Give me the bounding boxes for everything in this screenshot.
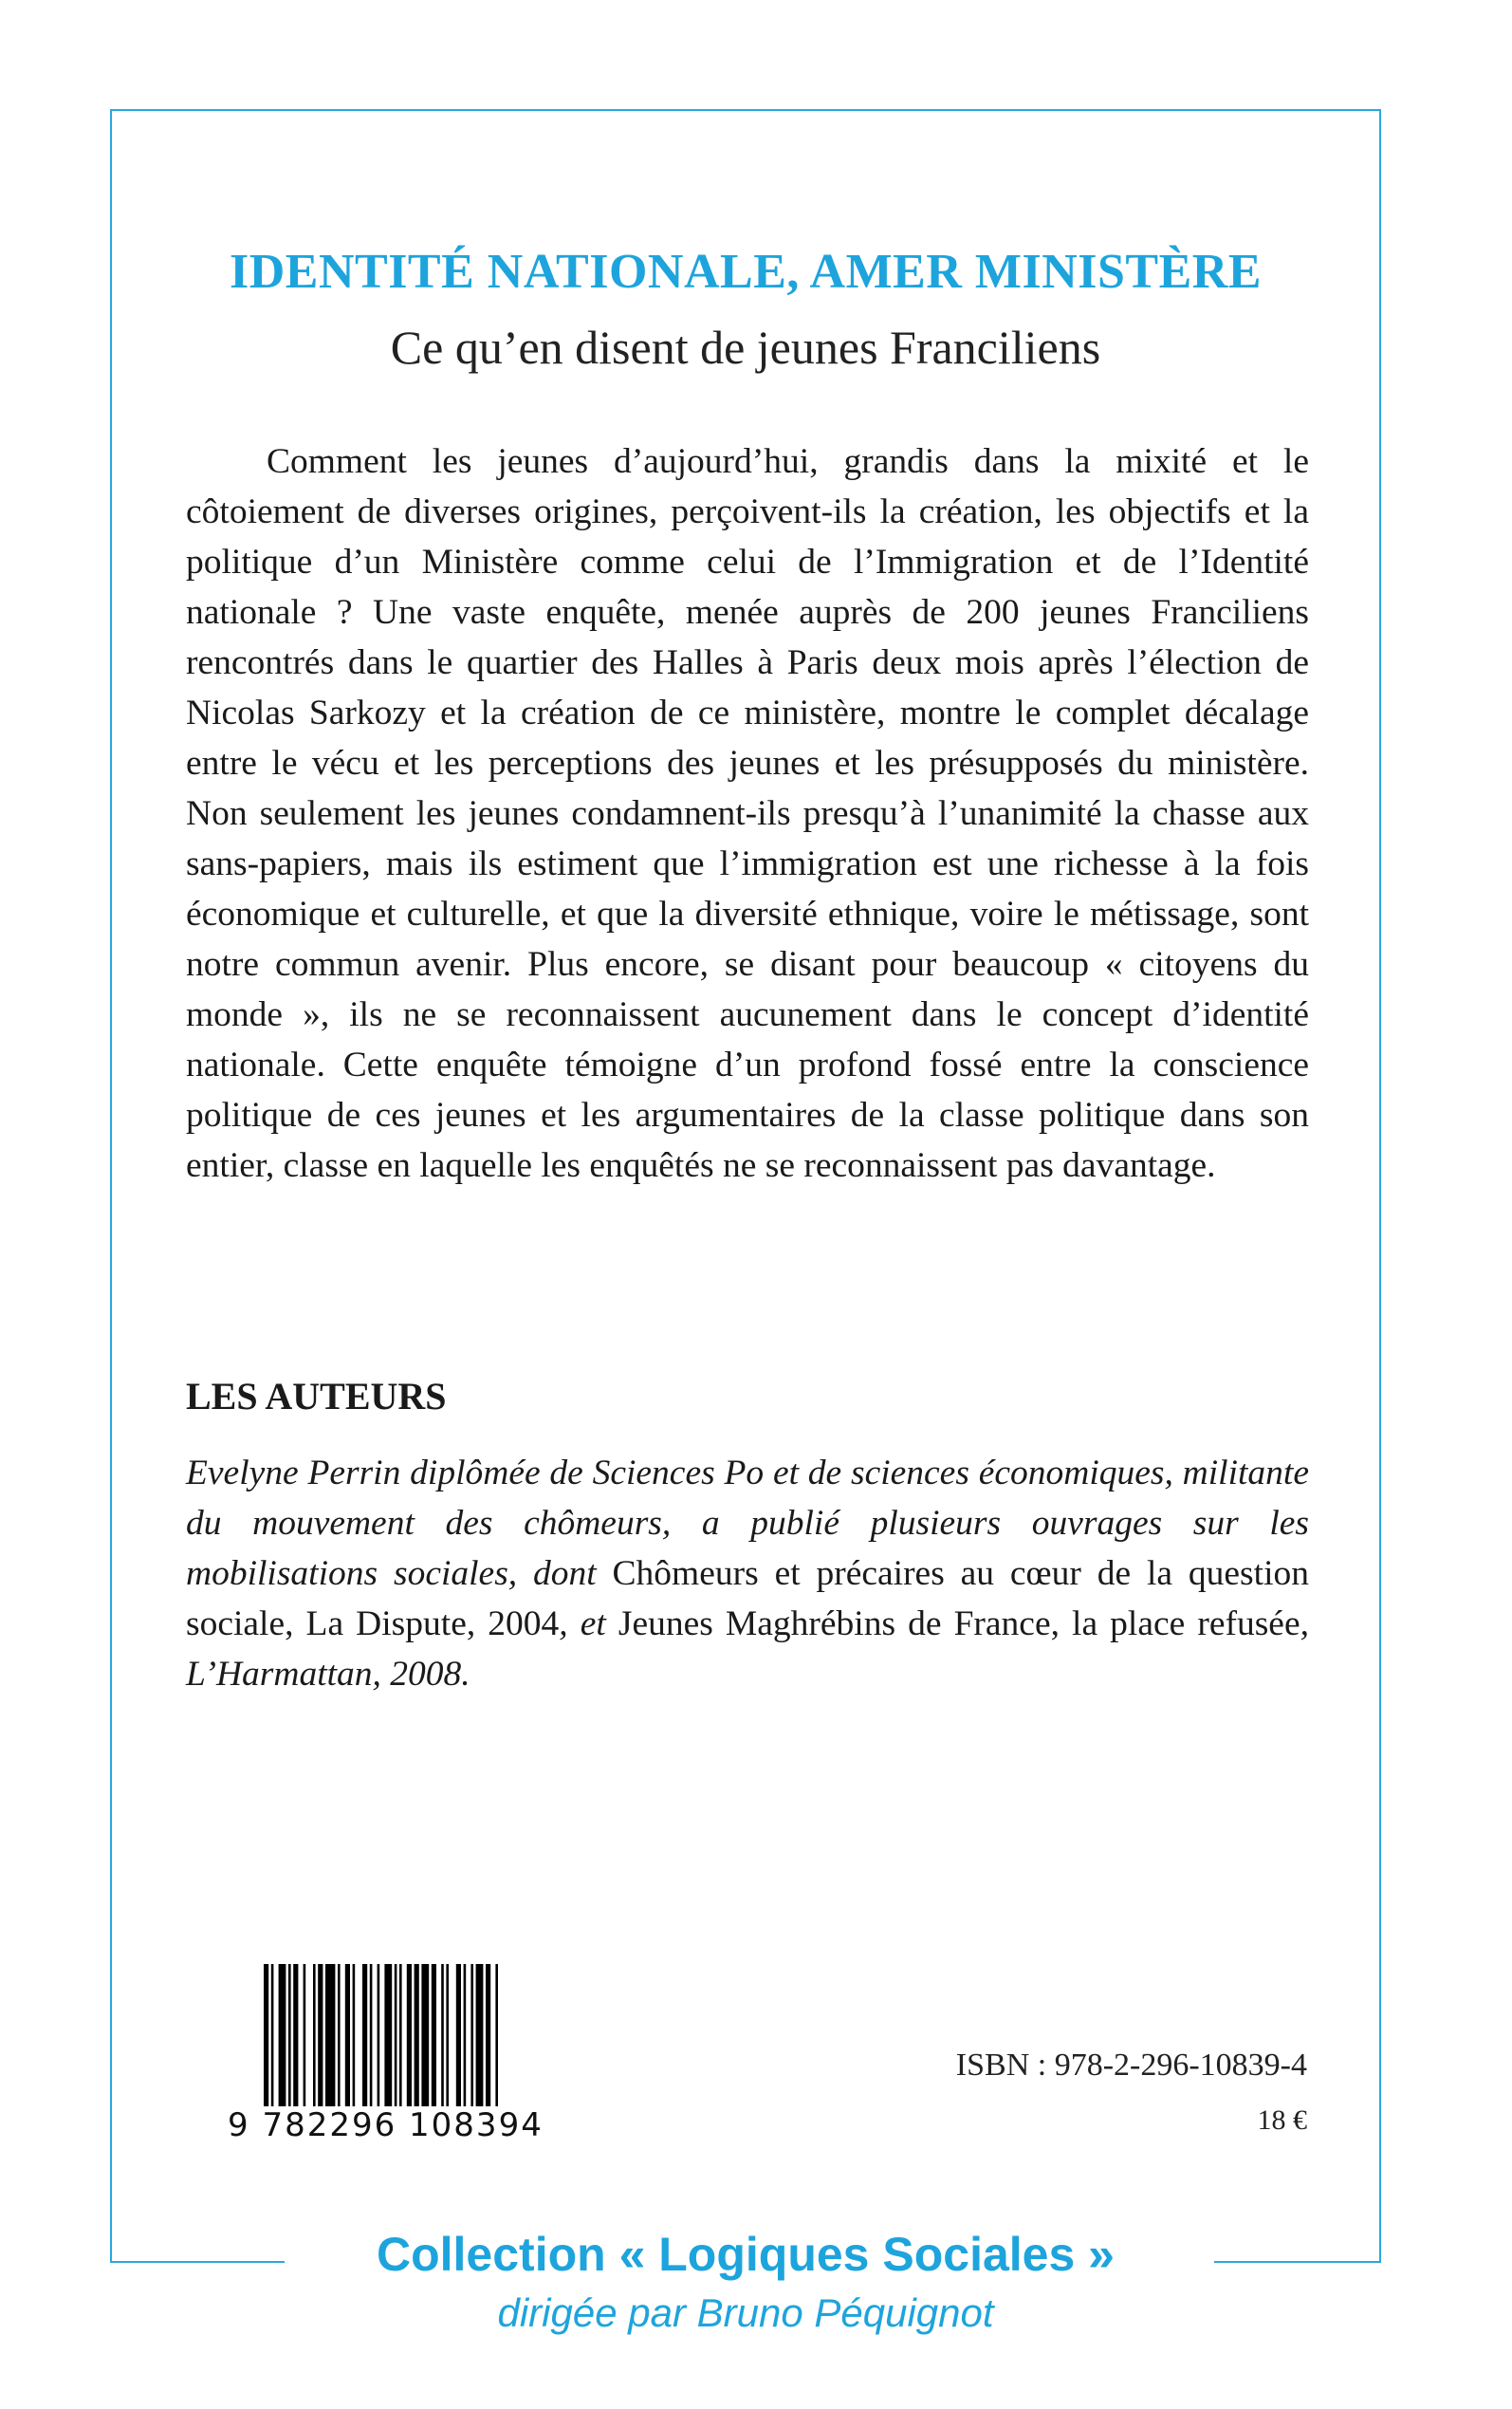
authors-book-2: Jeunes Maghrébins de France, la place refusée — [618, 1604, 1300, 1643]
barcode-digits: 9 782296 108394 — [228, 2106, 544, 2144]
barcode-bar — [370, 1964, 373, 2106]
barcode-bar — [279, 1964, 286, 2106]
authors-heading: LES AUTEURS — [186, 1375, 447, 1418]
isbn: ISBN : 978-2-296-10839-4 — [955, 2048, 1307, 2083]
barcode-bar — [345, 1964, 350, 2106]
authors-publisher: , L’Harmattan, 2008. — [186, 1604, 1309, 1694]
book-title: IDENTITÉ NATIONALE, AMER MINISTÈRE — [229, 245, 1263, 299]
barcode-bar — [432, 1964, 436, 2106]
barcode-bar — [384, 1964, 392, 2106]
authors-text — [186, 1448, 1309, 1699]
summary-paragraph: Comment les jeunes d’aujourd’hui, grandis dans la mixité et le côtoiement de diverses origines, perçoivent-ils la création, les objectifs et la politique d’un Ministère comme celui de l’Immigration et de l’Identité nationale ? Une vaste enquête, menée auprès de 200 jeunes Franciliens rencontrés dans le quartier des Halles à Paris deux mois après l’élection de Nicolas Sarkozy et la création de ce ministère, montre le complet décalage entre le vécu et les perceptions des jeunes et les présupposés du ministère. Non seulement les jeunes condamnent-ils presqu’à l’unanimité la chasse aux sans-papiers, mais ils estiment que l’immigration est une richesse à la fois économique et culturelle, et que la diversité ethnique, voire le métissage, sont notre commun avenir. Plus encore, se disant pour beaucoup « citoyens du monde », ils ne se reconnaissent aucunement dans le concept d’identité nationale. Cette enquête témoigne d’un profond fossé entre la conscience politique de ces jeunes et les argumentaires de la classe politique dans son entier, classe en laquelle les enquêtés ne se reconnaissent pas davantage. — [186, 442, 1309, 1185]
barcode-bar — [415, 1964, 419, 2106]
barcode-bar — [464, 1964, 467, 2106]
barcode-bar — [293, 1964, 298, 2106]
barcode-bar — [407, 1964, 412, 2106]
collection-name: Collection « Logiques Sociales » — [377, 2228, 1115, 2281]
barcode-bar — [271, 1964, 274, 2106]
barcode-bar — [456, 1964, 461, 2106]
barcode-bar — [476, 1964, 484, 2106]
barcode-bar — [304, 1964, 306, 2106]
barcode-bar — [486, 1964, 490, 2106]
barcode-bar — [399, 1964, 402, 2106]
authors-connector: , et — [559, 1604, 618, 1643]
barcode-bar — [353, 1964, 356, 2106]
barcode-bar — [362, 1964, 367, 2106]
authors-book-1: Chômeurs et précaires au cœur de la question sociale, La Dispute, 2004 — [186, 1554, 1309, 1643]
barcode-bar — [378, 1964, 380, 2106]
barcode-bar — [318, 1964, 323, 2106]
barcode — [228, 1964, 588, 2144]
barcode-bars — [228, 1964, 588, 2106]
barcode-bar — [264, 1964, 268, 2106]
barcode-bar — [441, 1964, 444, 2106]
barcode-bar — [313, 1964, 316, 2106]
book-subtitle: Ce qu’en disent de jeunes Franciliens — [390, 321, 1101, 374]
barcode-bar — [446, 1964, 449, 2106]
barcode-bar — [495, 1964, 498, 2106]
barcode-bar — [325, 1964, 335, 2106]
barcode-bar — [470, 1964, 473, 2106]
price: 18 € — [1257, 2104, 1307, 2136]
authors-intro: Evelyne Perrin diplômée de Sciences Po et de sciences économiques, militante du mouvement des chômeurs, a publié plusieurs ouvrages sur les mobilisations sociales, dont — [186, 1454, 1309, 1593]
barcode-bar — [288, 1964, 291, 2106]
barcode-bar — [421, 1964, 429, 2106]
barcode-bar — [338, 1964, 341, 2106]
barcode-bar — [395, 1964, 397, 2106]
collection-director: dirigée par Bruno Péquignot — [497, 2290, 994, 2335]
